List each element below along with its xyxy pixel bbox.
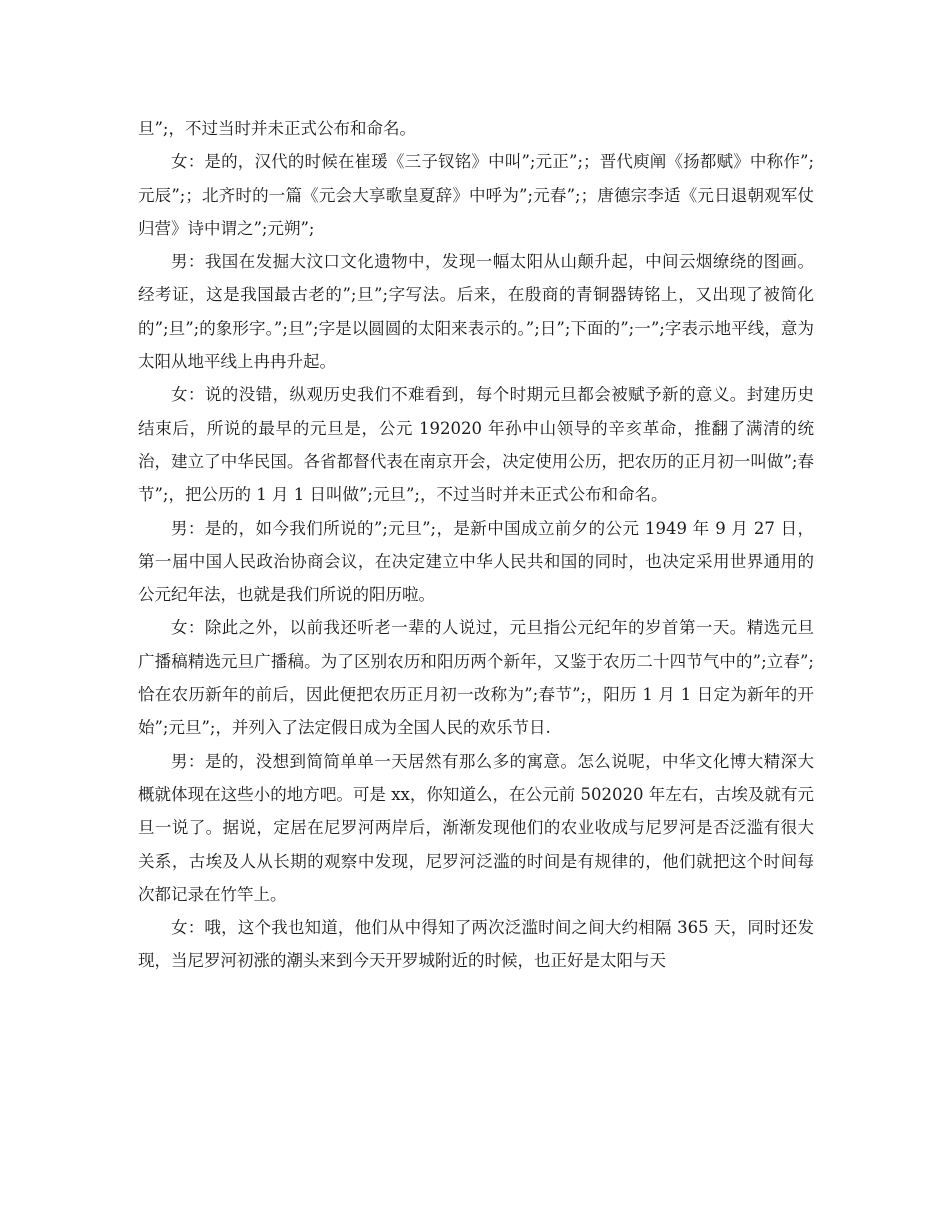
paragraph-male-3: 男：是的，没想到简简单单一天居然有那么多的寓意。怎么说呢，中华文化博大精深大概就体现在这些小的地方吧。可是 xx，你知道么，在公元前 502020 年左右，古埃及就有元旦一说了。据说，定居在尼罗河两岸后，渐渐发现他们的农业收成与尼罗河是否泛滥有很大关系，古埃及人从长期的观察中发现，尼罗河泛滥的时间是有规律的，他们就把这个时间每次都记录在竹竿上。 xyxy=(138,751,814,904)
paragraph-male-1: 男：我国在发掘大汶口文化遗物中，发现一幅太阳从山颠升起，中间云烟缭绕的图画。经考证，这是我国最古老的”;旦”;字写法。后来，在殷商的青铜器铸铭上，又出现了被简化的”;旦”;的象形字。”;旦”;字是以圆圆的太阳来表示的。”;日”;下面的”;一”;字表示地平线，意为太阳从地平线上冉冉升起。 xyxy=(138,252,814,372)
paragraph-female-3: 女：除此之外，以前我还听老一辈的人说过，元旦指公元纪年的岁首第一天。精选元旦广播稿精选元旦广播稿。为了区别农历和阳历两个新年，又鉴于农历二十四节气中的”;立春”;恰在农历新年的前后，因此便把农历正月初一改称为”;春节”;，阳历 1 月 1 日定为新年的开始”;元旦”;，并列入了法定假日成为全国人民的欢乐节日. xyxy=(138,618,814,738)
paragraph-continuation: 旦”;，不过当时并未正式公布和命名。 xyxy=(138,119,416,138)
paragraph-female-2: 女：说的没错，纵观历史我们不难看到，每个时期元旦都会被赋予新的意义。封建历史结束后，所说的最早的元旦是，公元 192020 年孙中山领导的辛亥革命，推翻了满清的统治，建立了中华民国。各省都督代表在南京开会，决定使用公历，把农历的正月初一叫做”;春节”;，把公历的 1 月 1 日叫做”;元旦”;，不过当时并未正式公布和命名。 xyxy=(138,385,814,505)
paragraph-female-4: 女：哦，这个我也知道，他们从中得知了两次泛滥时间之间大约相隔 365 天，同时还发现，当尼罗河初涨的潮头来到今天开罗城附近的时候，也正好是太阳与天 xyxy=(138,918,814,971)
paragraph-female-1: 女：是的，汉代的时候在崔瑗《三子钗铭》中叫”;元正”;；晋代庾阐《扬都赋》中称作”;元辰”;；北齐时的一篇《元会大享歌皇夏辞》中呼为”;元春”;；唐德宗李适《元日退朝观军仗归营》诗中谓之”;元朔”; xyxy=(138,152,814,238)
document-body xyxy=(138,112,814,978)
paragraph-male-2: 男：是的，如今我们所说的”;元旦”;，是新中国成立前夕的公元 1949 年 9 月 27 日，第一届中国人民政治协商会议，在决定建立中华人民共和国的同时，也决定采用世界通用的公元纪年法，也就是我们所说的阳历啦。 xyxy=(138,518,814,605)
